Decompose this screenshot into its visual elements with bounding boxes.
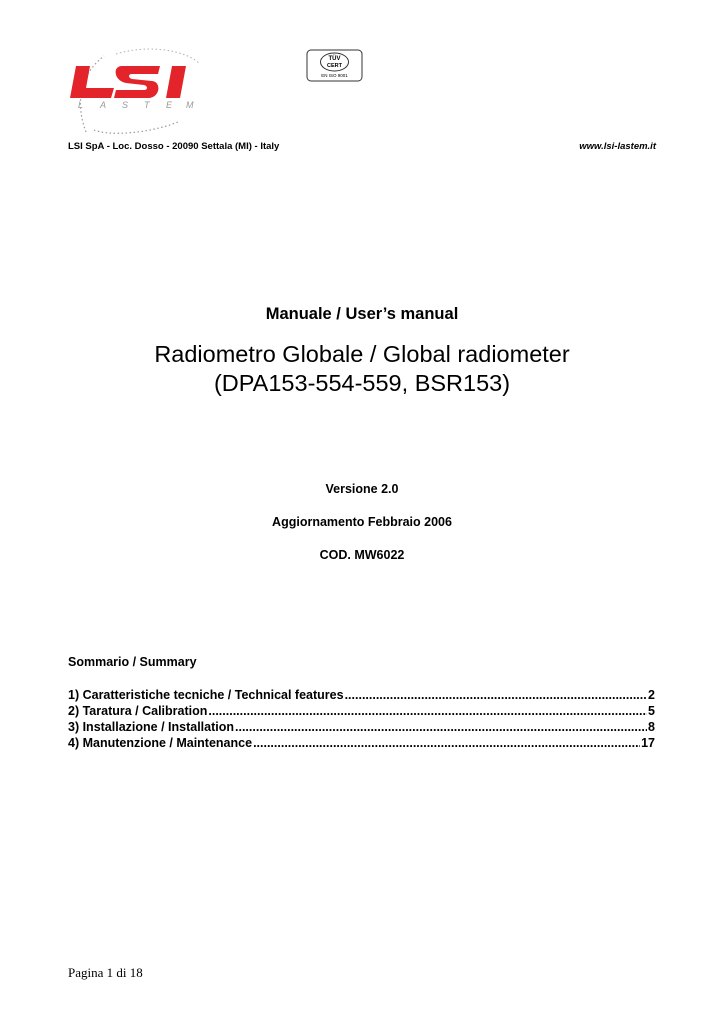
toc-entry-label: 4) Manutenzione / Maintenance <box>68 736 253 750</box>
company-website-link[interactable]: www.lsi-lastem.it <box>579 141 656 152</box>
lastem-letter-s: S <box>122 100 129 110</box>
lastem-letter-m: M <box>186 100 194 110</box>
lastem-letter-e: E <box>166 100 173 110</box>
toc-entry-label: 1) Caratteristiche tecniche / Technical features <box>68 688 344 702</box>
document-title-line1: Radiometro Globale / Global radiometer <box>154 341 570 367</box>
cert-tuv-text: TÜV <box>328 56 341 62</box>
page-number: Pagina 1 di 18 <box>68 965 143 980</box>
toc-entry-label: 3) Installazione / Installation <box>68 720 235 734</box>
lastem-letter-t: T <box>144 100 150 110</box>
toc-entry-page: 17 <box>641 736 655 750</box>
toc-dot-leader <box>235 719 647 735</box>
company-logo <box>68 46 208 138</box>
toc-entry-page: 5 <box>648 704 655 718</box>
summary-heading: Sommario / Summary <box>68 655 197 669</box>
document-title-line2: (DPA153-554-559, BSR153) <box>213 370 511 396</box>
toc-dot-leader <box>208 703 647 719</box>
document-code: COD. MW6022 <box>319 548 405 562</box>
toc-entry-calibration[interactable] <box>68 703 655 719</box>
document-type: Manuale / User’s manual <box>265 305 459 323</box>
tuv-cert-badge <box>306 49 363 82</box>
table-of-contents <box>68 687 655 751</box>
cert-cert-text: CERT <box>327 63 342 69</box>
document-update-date: Aggiornamento Febbraio 2006 <box>272 515 452 529</box>
toc-entry-installation[interactable] <box>68 719 655 735</box>
toc-entry-technical-features[interactable] <box>68 687 655 703</box>
cert-iso-text: EN ISO 9001 <box>321 73 348 78</box>
toc-entry-maintenance[interactable] <box>68 735 655 751</box>
company-address: LSI SpA - Loc. Dosso - 20090 Settala (MI) - Italy <box>68 141 280 152</box>
toc-entry-label: 2) Taratura / Calibration <box>68 704 208 718</box>
toc-entry-page: 2 <box>648 688 655 702</box>
lastem-letter-a: A <box>100 100 107 110</box>
toc-entry-page: 8 <box>648 720 655 734</box>
document-version: Versione 2.0 <box>325 482 399 496</box>
tuv-cert-badge-graphic <box>306 49 363 82</box>
lastem-letter-l: L <box>78 100 84 110</box>
toc-dot-leader <box>345 687 647 703</box>
lsi-lastem-logo-graphic <box>68 46 208 138</box>
toc-dot-leader <box>253 735 640 751</box>
